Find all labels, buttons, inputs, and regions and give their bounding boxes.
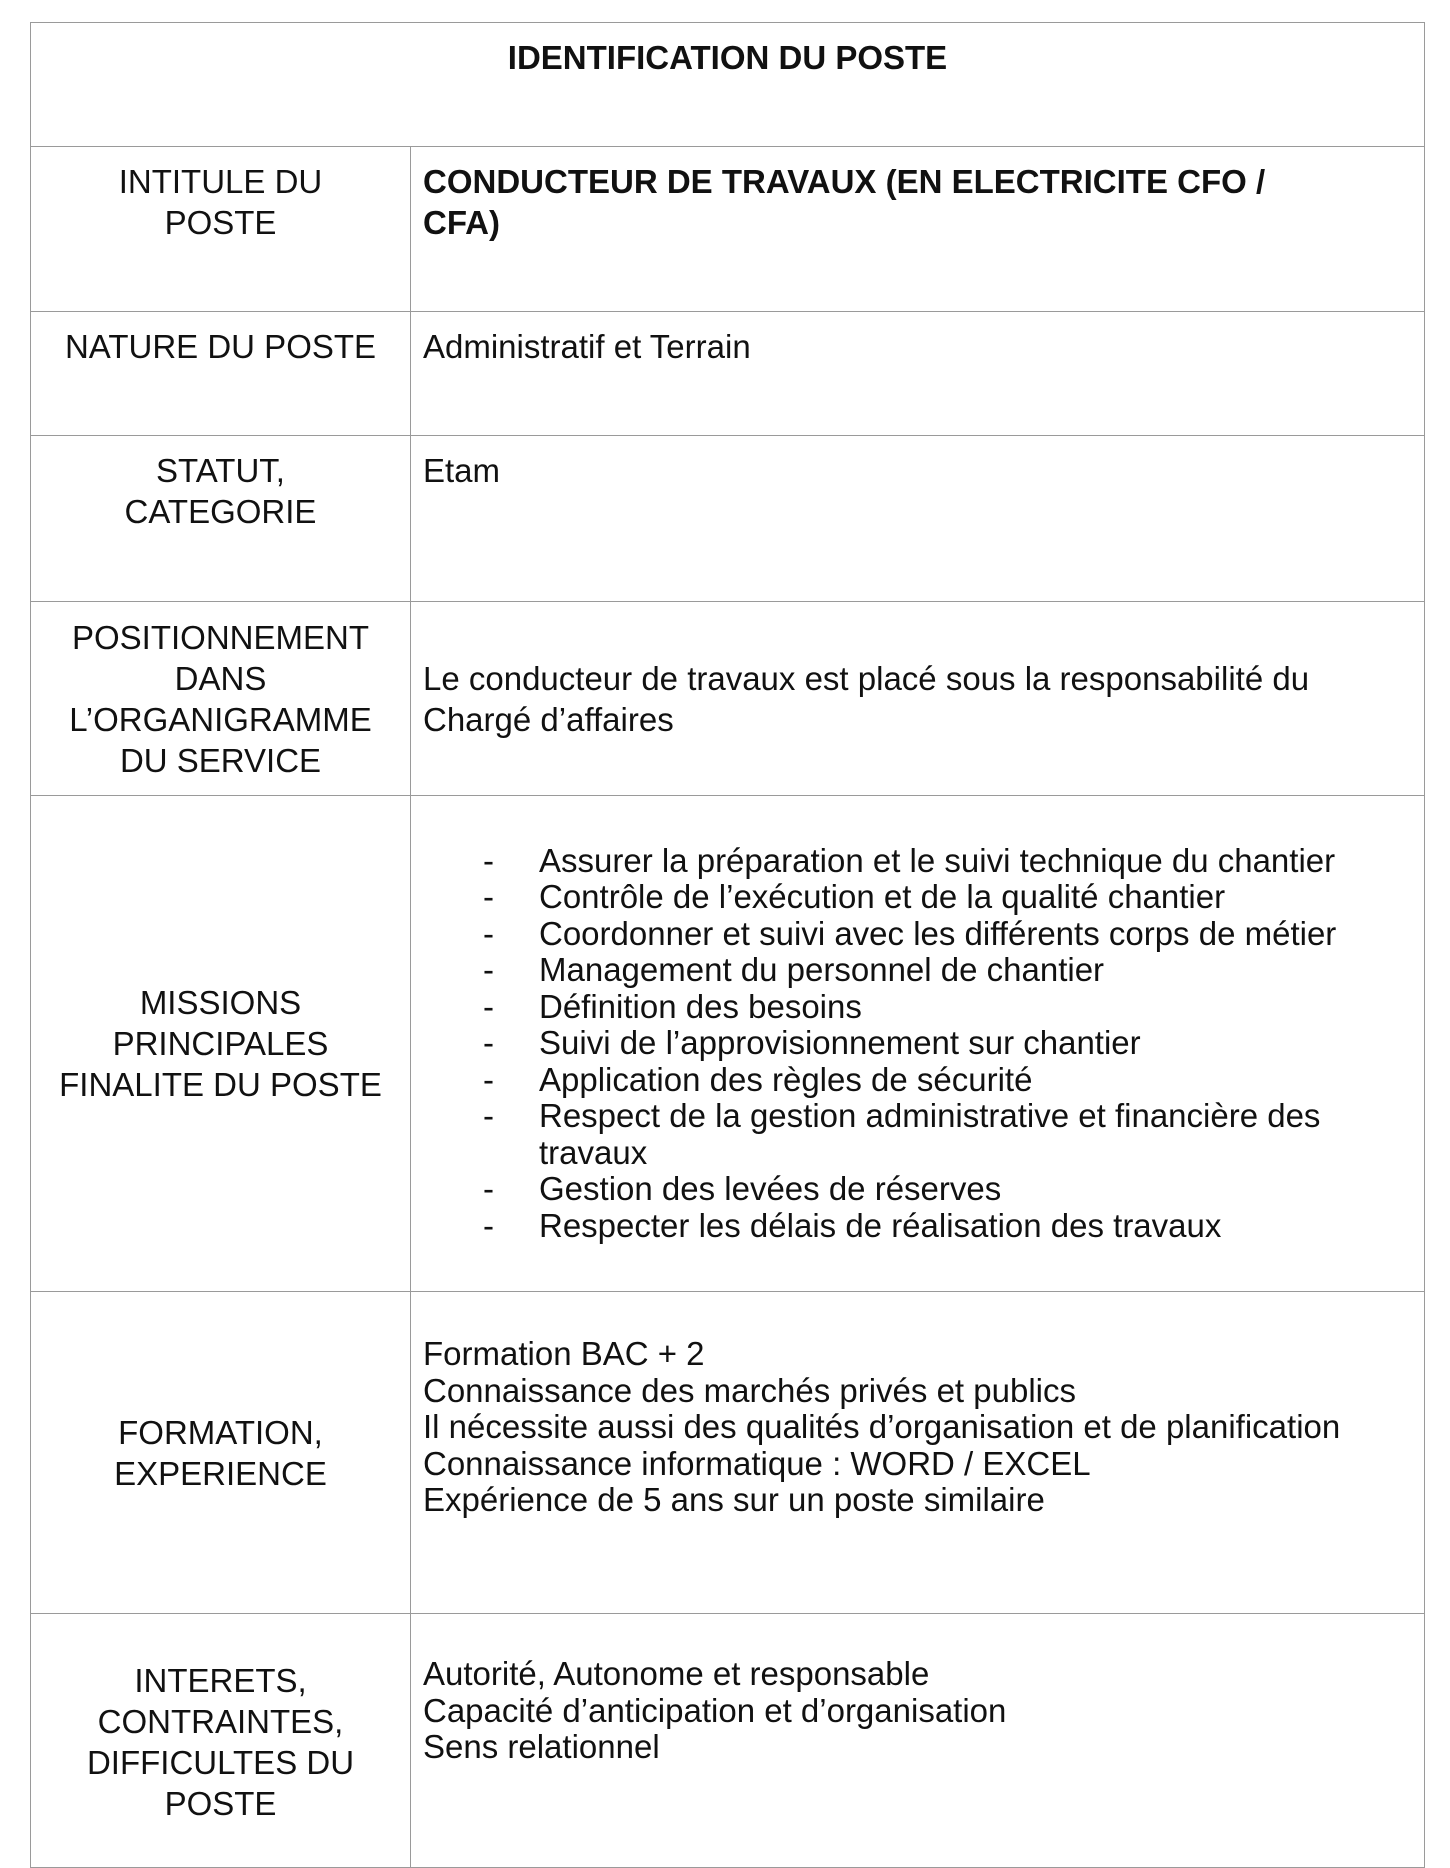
- list-item: [483, 916, 1404, 953]
- formation-line: Connaissance informatique : WORD / EXCEL: [423, 1444, 1091, 1482]
- table-row-interets: [31, 1614, 1425, 1868]
- list-item: [483, 989, 1404, 1026]
- statut-value: Etam: [411, 436, 1425, 602]
- dash-bullet: -: [483, 1060, 494, 1098]
- table-row-statut: [31, 436, 1425, 602]
- positionnement-value: Le conducteur de travaux est placé sous la responsabilité du Chargé d’affaires: [411, 602, 1425, 796]
- intitule-value: CONDUCTEUR DE TRAVAUX (EN ELECTRICITE CFO / CFA): [411, 147, 1425, 312]
- header-row: [31, 23, 1425, 147]
- interets-label: INTERETS, CONTRAINTES, DIFFICULTES DU POSTE: [31, 1614, 411, 1868]
- mission-text: Application des règles de sécurité: [539, 1060, 1033, 1098]
- table-row-positionnement: [31, 602, 1425, 796]
- mission-text: Assurer la préparation et le suivi technique du chantier: [539, 841, 1336, 879]
- interets-line: Sens relationnel: [423, 1728, 660, 1765]
- table-row-formation: [31, 1292, 1425, 1614]
- dash-bullet: -: [483, 841, 494, 879]
- dash-bullet: -: [483, 878, 494, 916]
- mission-text: Respect de la gestion administrative et financière des travaux: [539, 1097, 1321, 1171]
- list-item: [483, 879, 1404, 916]
- mission-text: Gestion des levées de réserves: [539, 1170, 1002, 1208]
- list-item: [483, 1098, 1404, 1171]
- mission-text: Définition des besoins: [539, 987, 862, 1025]
- mission-text: Management du personnel de chantier: [539, 951, 1105, 989]
- statut-label: STATUT, CATEGORIE: [31, 436, 411, 602]
- dash-bullet: -: [483, 1170, 494, 1208]
- nature-label: NATURE DU POSTE: [31, 312, 411, 436]
- mission-text: Contrôle de l’exécution et de la qualité chantier: [539, 878, 1226, 916]
- formation-line: Expérience de 5 ans sur un poste similaire: [423, 1481, 1045, 1518]
- interets-value: [411, 1614, 1425, 1868]
- list-item: [483, 952, 1404, 989]
- missions-list: [423, 843, 1404, 1245]
- missions-value: [411, 796, 1425, 1292]
- missions-label: MISSIONS PRINCIPALES FINALITE DU POSTE: [31, 796, 411, 1292]
- intitule-label: INTITULE DU POSTE: [31, 147, 411, 312]
- list-item: [483, 1208, 1404, 1245]
- nature-value: Administratif et Terrain: [411, 312, 1425, 436]
- table-row-nature: [31, 312, 1425, 436]
- dash-bullet: -: [483, 1097, 494, 1135]
- interets-line: Capacité d’anticipation et d’organisation: [423, 1691, 1007, 1729]
- dash-bullet: -: [483, 1206, 494, 1244]
- table-row-intitule: [31, 147, 1425, 312]
- list-item: [483, 1171, 1404, 1208]
- formation-line: Formation BAC + 2: [423, 1335, 705, 1372]
- mission-text: Suivi de l’approvisionnement sur chantier: [539, 1024, 1141, 1062]
- formation-line: Il nécessite aussi des qualités d’organisation et de planification: [423, 1408, 1341, 1445]
- formation-line: Connaissance des marchés privés et publics: [423, 1371, 1076, 1409]
- list-item: [483, 843, 1404, 880]
- formation-value: [411, 1292, 1425, 1614]
- dash-bullet: -: [483, 951, 494, 989]
- mission-text: Respecter les délais de réalisation des travaux: [539, 1206, 1222, 1244]
- dash-bullet: -: [483, 1024, 494, 1062]
- interets-lines: [423, 1656, 1404, 1766]
- list-item: [483, 1062, 1404, 1099]
- interets-line: Autorité, Autonome et responsable: [423, 1655, 930, 1692]
- table-row-missions: [31, 796, 1425, 1292]
- list-item: [483, 1025, 1404, 1062]
- formation-lines: [423, 1336, 1404, 1519]
- dash-bullet: -: [483, 914, 494, 952]
- table-title: IDENTIFICATION DU POSTE: [31, 23, 1425, 147]
- job-description-table: [30, 22, 1425, 1868]
- dash-bullet: -: [483, 987, 494, 1025]
- mission-text: Coordonner et suivi avec les différents corps de métier: [539, 914, 1337, 952]
- positionnement-label: POSITIONNEMENT DANS L’ORGANIGRAMME DU SERVICE: [31, 602, 411, 796]
- formation-label: FORMATION, EXPERIENCE: [31, 1292, 411, 1614]
